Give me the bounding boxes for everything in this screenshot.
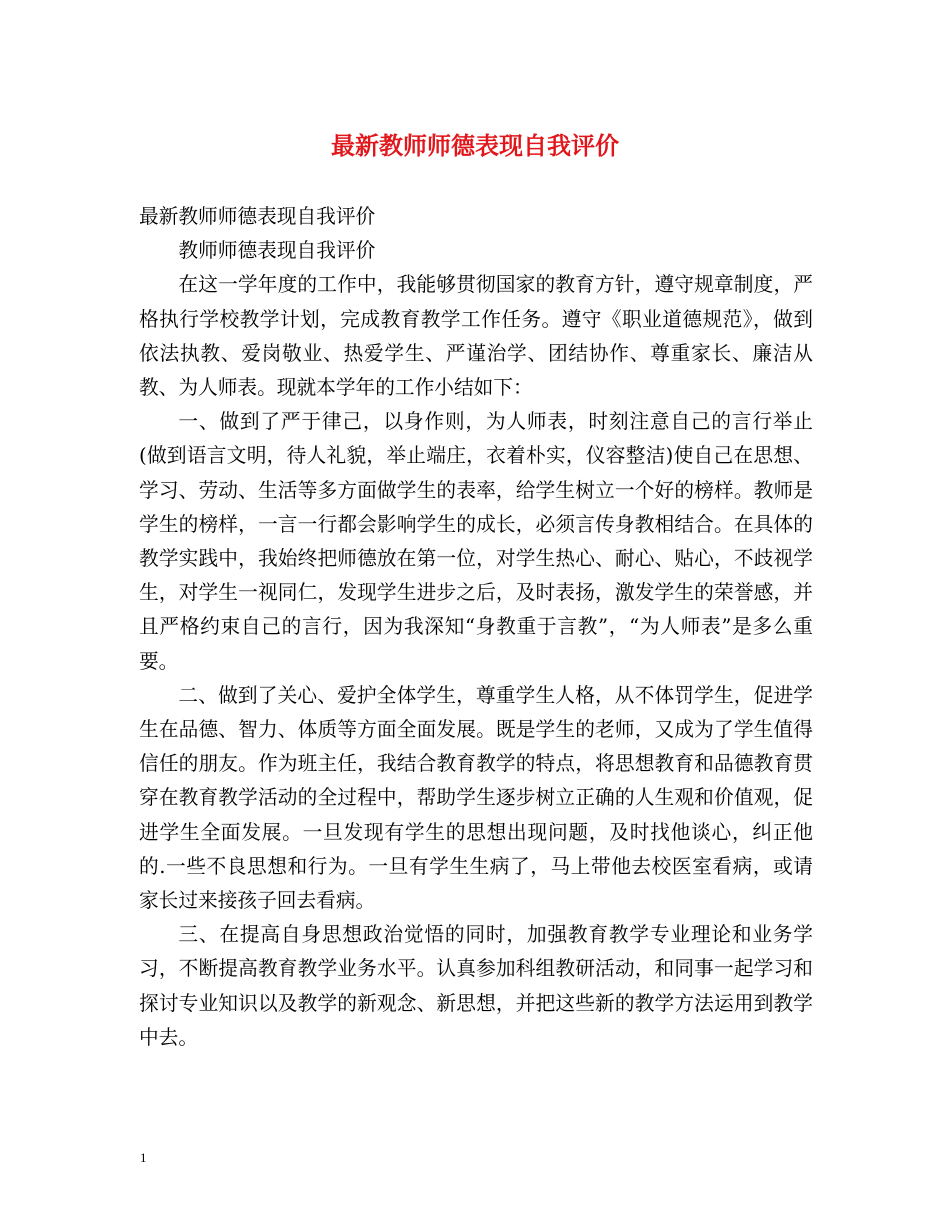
section-heading: 教师师德表现自我评价: [178, 239, 376, 263]
document-body: [139, 200, 813, 1055]
paragraph-three: 三、在提高自身思想政治觉悟的同时，加强教育教学专业理论和业务学习，不断提高教育教学业务水平。认真参加科组教研活动，和同事一起学习和探讨专业知识以及教学的新观念、新思想，并把这些新的教学方法运用到教学中去。: [139, 923, 813, 1049]
document-title: 最新教师师德表现自我评价: [331, 131, 619, 160]
paragraph-two: 二、做到了关心、爱护全体学生，尊重学生人格，从不体罚学生，促进学生在品德、智力、体质等方面全面发展。既是学生的老师，又成为了学生值得信任的朋友。作为班主任，我结合教育教学的特点，将思想教育和品德教育贯穿在教育教学活动的全过程中，帮助学生逐步树立正确的人生观和价值观，促进学生全面发展。一旦发现有学生的思想出现问题，及时找他谈心，纠正他的.一些不良思想和行为。一旦有学生生病了，马上带他去校医室看病，或请家长过来接孩子回去看病。: [139, 683, 813, 913]
page-number: 1: [140, 1150, 147, 1165]
paragraph-intro: 在这一学年度的工作中，我能够贯彻国家的教育方针，遵守规章制度，严格执行学校教学计划，完成教育教学工作任务。遵守《职业道德规范》，做到依法执教、爱岗敬业、热爱学生、严谨治学、团结协作、尊重家长、廉洁从教、为人师表。现就本学年的工作小结如下：: [139, 273, 813, 400]
paragraph-one: 一、做到了严于律己，以身作则，为人师表，时刻注意自己的言行举止(做到语言文明，待人礼貌，举止端庄，衣着朴实，仪容整洁)使自己在思想、学习、劳动、生活等多方面做学生的表率，给学生树立一个好的榜样。教师是学生的榜样，一言一行都会影响学生的成长，必须言传身教相结合。在具体的教学实践中，我始终把师德放在第一位，对学生热心、耐心、贴心，不歧视学生，对学生一视同仁，发现学生进步之后，及时表扬，激发学生的荣誉感，并且严格约束自己的言行，因为我深知“身教重于言教”，“为人师表”是多么重要。: [139, 410, 813, 673]
subtitle-line: 最新教师师德表现自我评价: [139, 205, 376, 228]
